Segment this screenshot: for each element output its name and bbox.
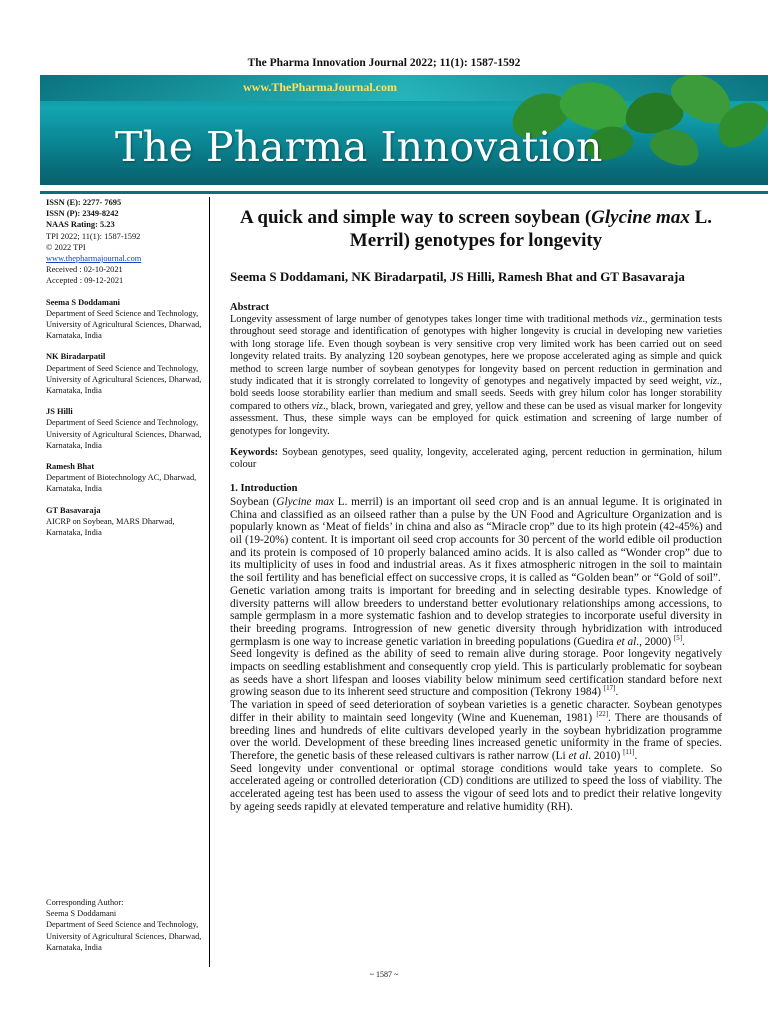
intro-paragraph-1: Soybean (Glycine max L. merril) is an important oil seed crop and is an annual legume. It is originated in China and classified as an oilseed rather than a pulse by the UN Food and Agriculture Organization and is popularly known as ‘Meat of fields’ in china and also as “Miracle crop” due to its high protein (42-45%) and oil (19-20%) content. It is important oil seed crop accounts for 30 percent of the world edible oil production and its protein is composed of 10 properly balanced amino acids. It is also called as “Wonder crop” due to its multiplicity of uses in food and industrial areas. As it fixes atmospheric nitrogen in the soil to maintain the soil fertility and has beneficial effect on successive crops, it is called as “Golden bean” or “Gold of soil”. — [230, 495, 722, 585]
website-link[interactable]: www.thepharmajournal.com — [46, 254, 142, 264]
intro-paragraph-2: Genetic variation among traits is important for breeding and in selecting desirable types. Knowledge of diversity patterns will allow breeders to understand better evolutionary relationships among accessions, to sample germplasm in a more systematic fashion and to develop strategies to incorporate useful diversity in their breeding programs. Introgression of new genetic diversity through hybridization with introduced germplasm is one way to increase genetic variation in breeding populations (Guedira et al., 2000) [5]. — [230, 584, 722, 648]
author-name: NK Biradarpatil — [46, 352, 106, 362]
accepted-date: Accepted : 09-12-2021 — [46, 276, 124, 286]
author-affil: Department of Seed Science and Technology, University of Agricultural Sciences, Dharwad, Karnataka, India — [46, 418, 202, 450]
issn-p: ISSN (P): 2349-8242 — [46, 209, 119, 219]
intro-paragraph-5: Seed longevity under conventional or optimal storage conditions would take years to complete. So accelerated ageing or controlled deterioration (CD) conditions are utilized to speed the loss of viability. The accelerated ageing test has been used to assess the vigour of seed lots and to predict their relative longevity by ageing seeds rapidly at elevated temperature and relative humidity (RH). — [230, 762, 722, 813]
journal-title: The Pharma Innovation — [115, 123, 603, 171]
author-name: Ramesh Bhat — [46, 462, 95, 472]
article-info-sidebar — [46, 197, 206, 538]
intro-paragraph-4: The variation in speed of seed deterioration of soybean varieties is a genetic character. Soybean genotypes differ in their ability to maintain seed longevity (Wine and Kueneman, 1981) [22]. There are thousands of breeding lines and hundreds of elite cultivars developed yearly in the soybean hybridization programme over the world. Development of these breeding lines increased genetic uniformity in the frame of species. Therefore, the genetic basis of these released cultivars is rather narrow (Li et al. 2010) [11]. — [230, 699, 722, 762]
author-name: JS Hilli — [46, 407, 73, 417]
author-affiliation — [46, 297, 206, 342]
copyright: © 2022 TPI — [46, 242, 86, 252]
author-name: GT Basavaraja — [46, 505, 101, 515]
tpi-citation: TPI 2022; 11(1): 1587-1592 — [46, 231, 141, 241]
column-divider — [209, 197, 210, 967]
journal-url[interactable]: www.ThePharmaJournal.com — [243, 80, 397, 94]
author-affil: Department of Seed Science and Technology, University of Agricultural Sciences, Dharwad, Karnataka, India — [46, 363, 202, 396]
author-affiliation — [46, 351, 206, 396]
author-affil: Department of Biotechnology AC, Dharwad, Karnataka, India — [46, 473, 197, 494]
author-affil: Department of Seed Science and Technology, University of Agricultural Sciences, Dharwad, Karnataka, India — [46, 308, 202, 341]
corresponding-name: Seema S Doddamani — [46, 909, 117, 919]
intro-paragraph-3: Seed longevity is defined as the ability of seed to remain alive during storage. Poor longevity negatively impacts on seedling establishment and consequently crop yield. This is particularly problematic for soybean as seeds have a short lifespan and looses viability below minimum seed certification standard before next growing season due to its inherent seed structure and composition (Tekrony 1984) [17]. — [230, 648, 722, 699]
page-number: ~ 1587 ~ — [369, 970, 399, 979]
journal-citation-line: The Pharma Innovation Journal 2022; 11(1): 1587-1592 — [247, 57, 521, 69]
corresponding-label: Corresponding Author: — [46, 898, 124, 907]
paper-authors: Seema S Doddamani, NK Biradarpatil, JS Hilli, Ramesh Bhat and GT Basavaraja — [230, 269, 685, 284]
received-date: Received : 02-10-2021 — [46, 265, 123, 275]
section-heading-introduction: 1. Introduction — [230, 482, 298, 494]
journal-banner — [40, 75, 768, 185]
banner-divider — [40, 191, 768, 194]
author-affil: AICRP on Soybean, MARS Dharwad, Karnataka, India — [46, 516, 175, 538]
author-affiliation — [46, 406, 206, 451]
author-name: Seema S Doddamani — [46, 297, 120, 307]
issn-e: ISSN (E): 2277- 7695 — [46, 198, 122, 207]
author-affiliation — [46, 461, 206, 495]
article-main — [230, 206, 722, 813]
corresponding-author — [46, 897, 206, 953]
author-affiliation — [46, 505, 206, 539]
abstract-text: Longevity assessment of large number of genotypes takes longer time with traditional methods viz., germination tests throughout seed storage and identification of genotypes with higher longevity is crucial in developing new varieties with long storage life. Even though soybean is very sensitive crop very limited work has been carried out on seed longevity related traits. By analyzing 120 soybean genotypes, here we propose accelerated aging as simple and quick method to screen large number of soybean genotypes for longevity based on percent reduction in germination and study indicated that it is strongly correlated to longevity of genotypes and negatively impacted by seed weight, viz., bold seeds loose storability earlier than medium and small seeds. Seeds with grey hilum color has longer storability compared to others viz., black, brown, variegated and grey, yellow and these can be used as visual marker for longevity assessment. Thus, these simple ways can be employed for quick estimation and screening of large number of genotypes for longevity. — [230, 314, 722, 437]
abstract-heading: Abstract — [230, 302, 270, 313]
paper-title: A quick and simple way to screen soybean (Glycine max L. Merril) genotypes for longevity — [239, 207, 713, 251]
corresponding-affil: Department of Seed Science and Technology, University of Agricultural Sciences, Dharwad, Karnataka, India — [46, 920, 202, 952]
naas-rating: NAAS Rating: 5.23 — [46, 220, 115, 230]
keywords: Keywords: Soybean genotypes, seed quality, longevity, accelerated aging, percent reduction in germination, hilum colour — [230, 447, 722, 471]
